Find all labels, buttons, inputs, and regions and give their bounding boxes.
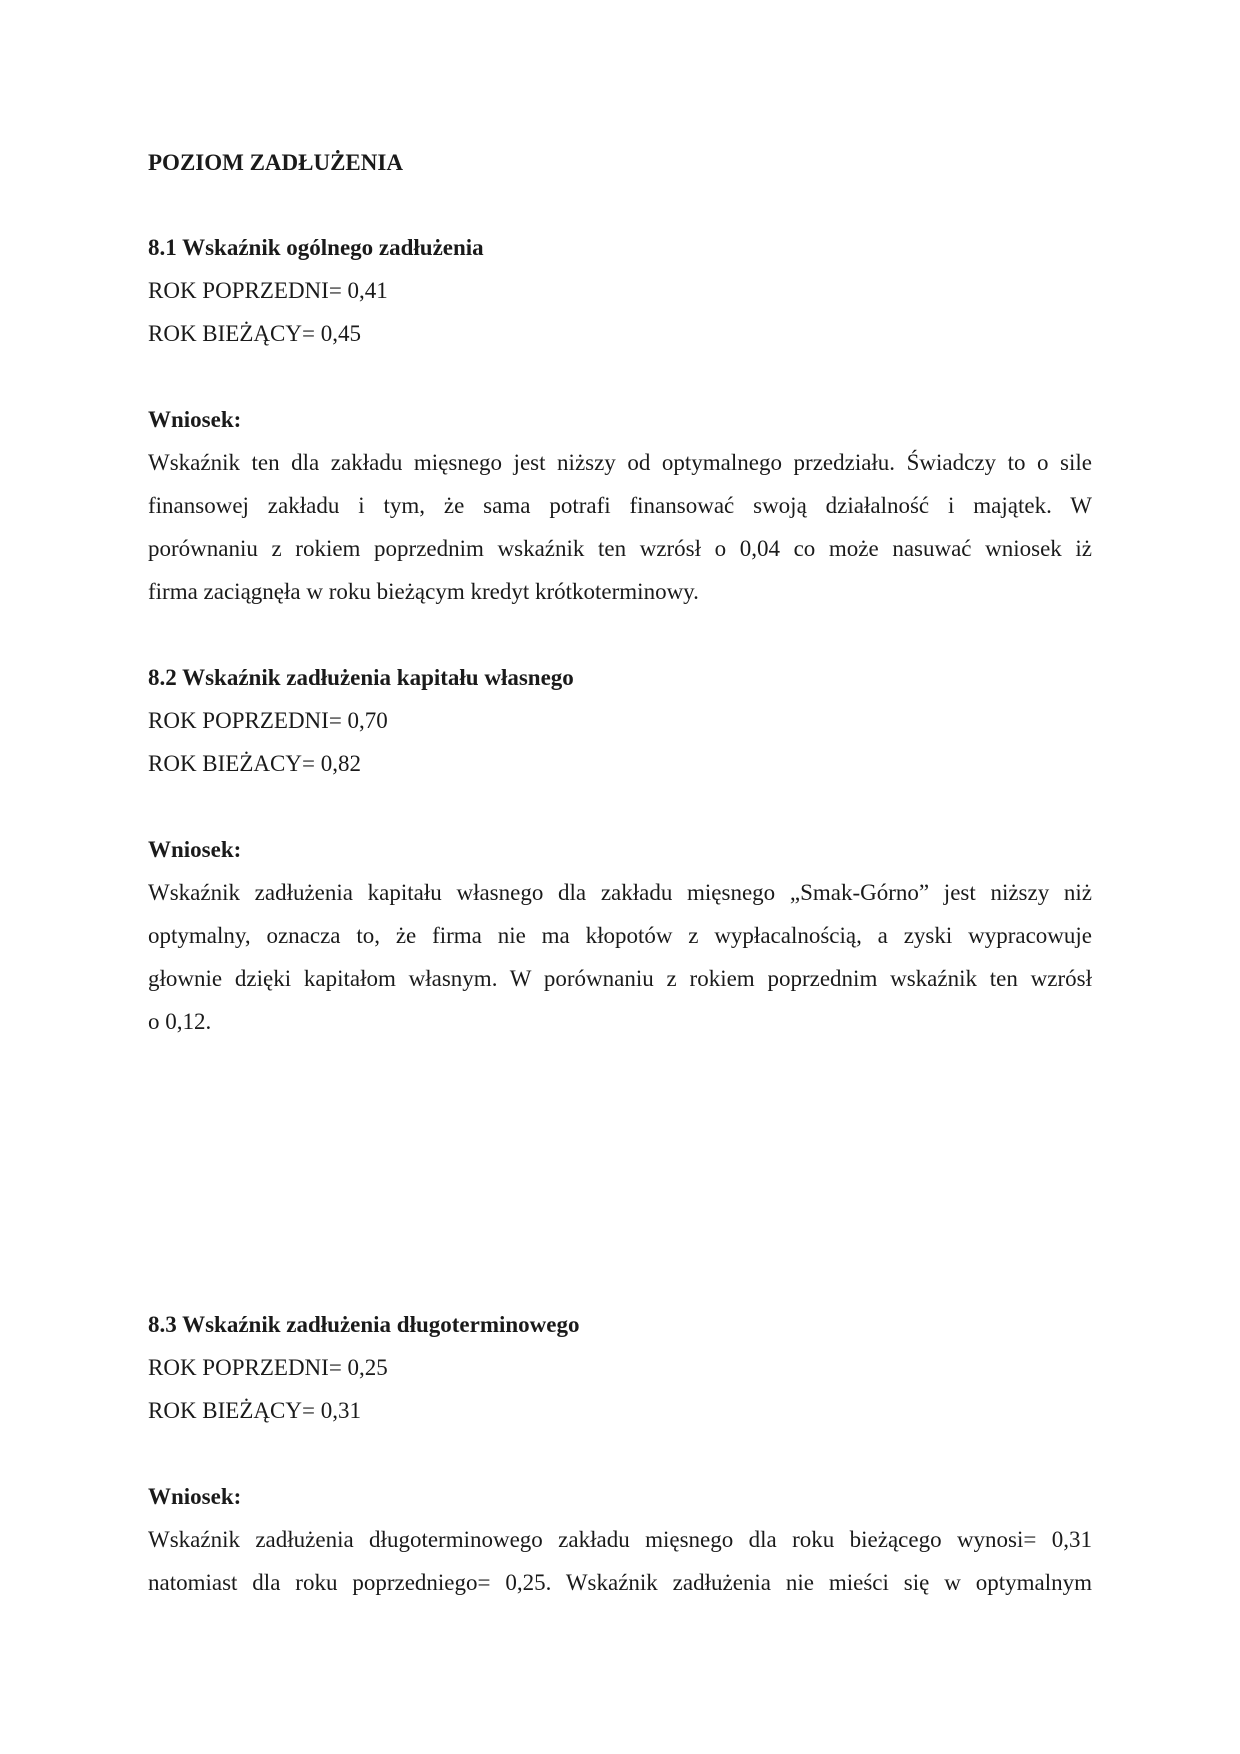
section-heading: 8.3 Wskaźnik zadłużenia długoterminowego xyxy=(148,1312,580,1337)
conclusion-line: Wskaźnik ten dla zakładu mięsnego jest niższy od optymalnego przedziału. Świadczy to o sile xyxy=(148,450,1092,475)
conclusion-line: o 0,12. xyxy=(148,1009,212,1034)
previous-year-value: ROK POPRZEDNI= 0,41 xyxy=(148,278,388,303)
current-year-value: ROK BIEŻACY= 0,82 xyxy=(148,751,361,776)
page-title: POZIOM ZADŁUŻENIA xyxy=(148,150,403,175)
section-heading: 8.1 Wskaźnik ogólnego zadłużenia xyxy=(148,235,484,260)
conclusion-line: firma zaciągnęła w roku bieżącym kredyt krótkoterminowy. xyxy=(148,579,699,604)
conclusion-line: natomiast dla roku poprzedniego= 0,25. Wskaźnik zadłużenia nie mieści się w optymalnym xyxy=(148,1570,1092,1595)
current-year-value: ROK BIEŻĄCY= 0,45 xyxy=(148,321,361,346)
conclusion-line: finansowej zakładu i tym, że sama potrafi finansować swoją działalność i majątek. W xyxy=(148,493,1092,518)
conclusion-line: Wskaźnik zadłużenia długoterminowego zakładu mięsnego dla roku bieżącego wynosi= 0,31 xyxy=(148,1527,1092,1552)
conclusion-label: Wniosek: xyxy=(148,837,242,862)
previous-year-value: ROK POPRZEDNI= 0,70 xyxy=(148,708,388,733)
conclusion-label: Wniosek: xyxy=(148,407,242,432)
conclusion-line: głownie dzięki kapitałom własnym. W porównaniu z rokiem poprzednim wskaźnik ten wzrósł xyxy=(148,966,1092,991)
section-heading: 8.2 Wskaźnik zadłużenia kapitału własnego xyxy=(148,665,574,690)
conclusion-line: Wskaźnik zadłużenia kapitału własnego dla zakładu mięsnego „Smak-Górno” jest niższy niż xyxy=(148,880,1092,905)
current-year-value: ROK BIEŻĄCY= 0,31 xyxy=(148,1398,361,1423)
conclusion-label: Wniosek: xyxy=(148,1484,242,1509)
conclusion-line: porównaniu z rokiem poprzednim wskaźnik ten wzrósł o 0,04 co może nasuwać wniosek iż xyxy=(148,536,1092,561)
previous-year-value: ROK POPRZEDNI= 0,25 xyxy=(148,1355,388,1380)
conclusion-line: optymalny, oznacza to, że firma nie ma kłopotów z wypłacalnością, a zyski wypracowuje xyxy=(148,923,1092,948)
